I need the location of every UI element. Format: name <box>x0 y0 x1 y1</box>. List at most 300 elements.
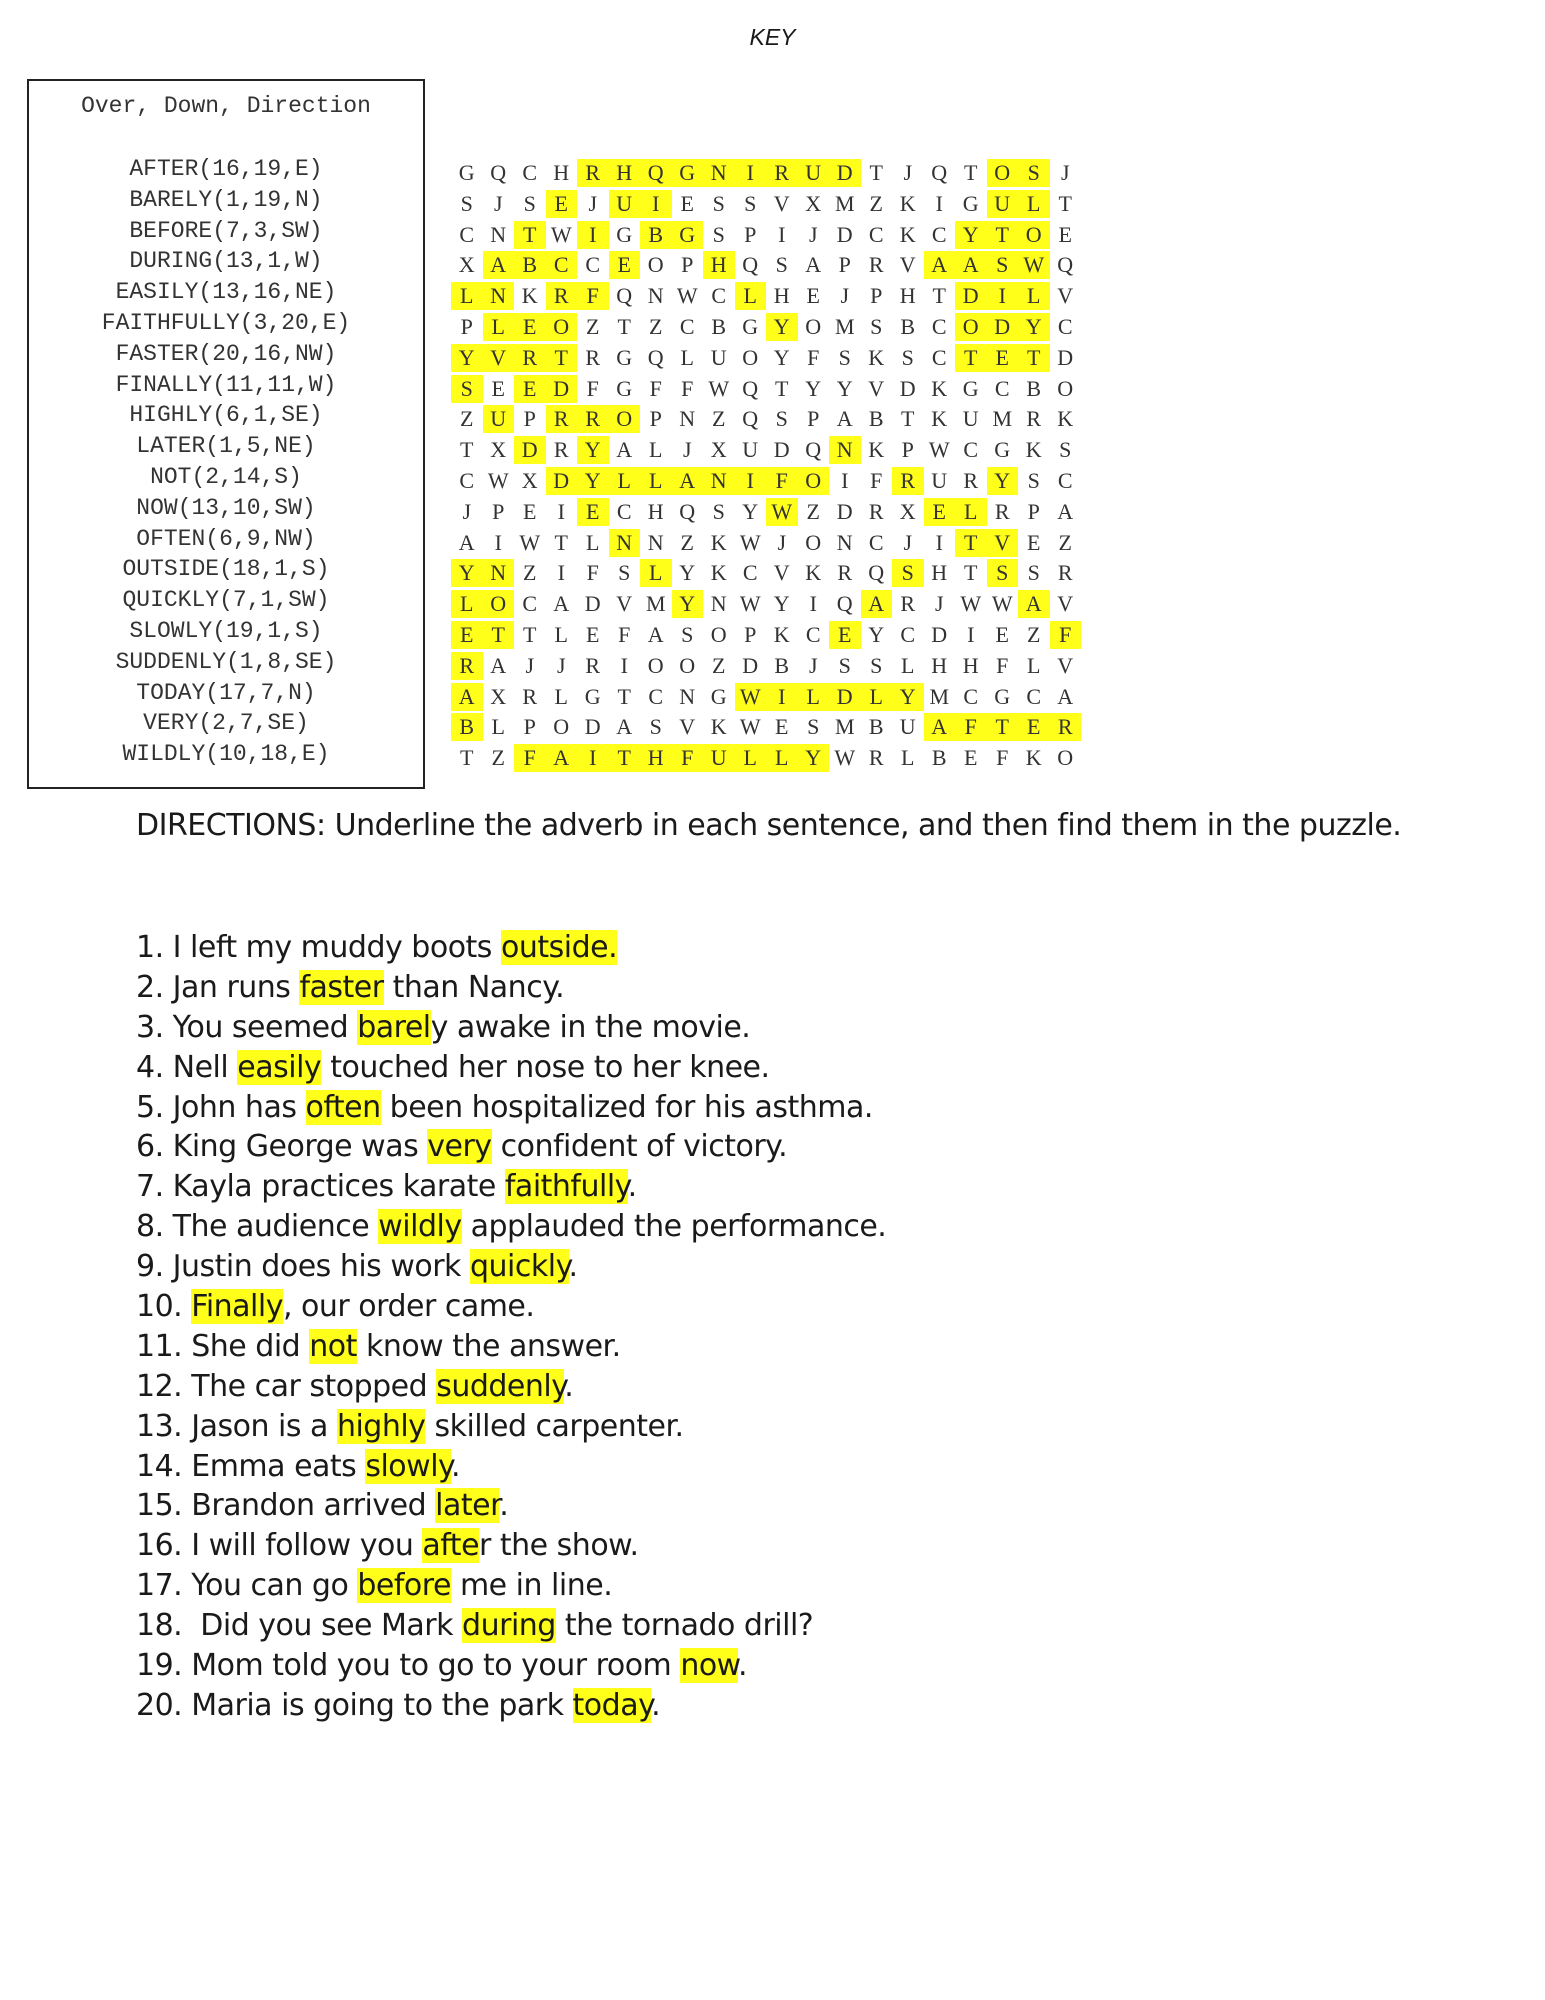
puzzle-letter-highlighted: D <box>987 313 1019 341</box>
puzzle-letter: K <box>710 529 727 555</box>
puzzle-letter-highlighted: I <box>640 190 672 218</box>
highlighted-adverb: before <box>357 1568 451 1604</box>
highlighted-adverb: not <box>309 1328 357 1364</box>
puzzle-letter-highlighted: A <box>955 251 987 279</box>
puzzle-letter: L <box>554 683 568 709</box>
puzzle-letter: S <box>649 714 662 740</box>
puzzle-letter: J <box>682 437 692 463</box>
puzzle-letter: J <box>462 498 472 524</box>
puzzle-letter: A <box>458 529 475 555</box>
puzzle-letter: D <box>931 622 948 647</box>
sentence-text: 16. I will follow you <box>136 1528 423 1564</box>
puzzle-letter: Z <box>680 529 694 555</box>
puzzle-letter: E <box>964 745 978 771</box>
puzzle-letter: A <box>490 652 507 678</box>
puzzle-letter: K <box>710 714 727 740</box>
puzzle-letter-highlighted: E <box>924 498 956 526</box>
puzzle-letter-highlighted: E <box>1018 713 1050 741</box>
puzzle-letter: Q <box>742 252 759 278</box>
puzzle-letter: S <box>712 498 725 524</box>
puzzle-letter: O <box>553 714 570 740</box>
puzzle-letter: W <box>960 591 982 617</box>
puzzle-letter: N <box>710 591 727 617</box>
puzzle-letter: F <box>586 375 599 401</box>
puzzle-letter-highlighted: R <box>577 405 609 433</box>
puzzle-letter: Q <box>616 283 633 309</box>
puzzle-letter: E <box>995 622 1009 647</box>
puzzle-letter: X <box>458 252 475 278</box>
puzzle-letter-highlighted: E <box>514 313 546 341</box>
puzzle-letter: B <box>868 714 884 740</box>
puzzle-letter: T <box>554 529 568 555</box>
puzzle-letter: D <box>836 498 853 524</box>
puzzle-letter: N <box>836 529 853 555</box>
puzzle-letter-highlighted: U <box>609 190 641 218</box>
puzzle-letter: V <box>1057 591 1074 617</box>
highlighted-adverb: quickly <box>469 1249 569 1285</box>
sentence-text: r the show. <box>479 1528 639 1564</box>
sentence-text: 10. <box>136 1289 192 1325</box>
puzzle-letter: P <box>1027 498 1040 524</box>
puzzle-letter: A <box>805 252 822 278</box>
puzzle-letter-highlighted: T <box>483 621 515 649</box>
puzzle-letter-highlighted: R <box>546 405 578 433</box>
puzzle-letter-highlighted: A <box>1018 590 1050 618</box>
puzzle-letter: D <box>899 375 916 401</box>
puzzle-letter: E <box>491 375 505 401</box>
puzzle-letter-highlighted: I <box>735 159 767 187</box>
puzzle-letter-highlighted: Y <box>798 744 830 772</box>
highlighted-adverb: afte <box>422 1528 480 1564</box>
puzzle-letter: R <box>585 652 601 678</box>
puzzle-letter: F <box>649 375 662 401</box>
word-list-entry: LATER(1,5,NE) <box>136 433 316 460</box>
puzzle-letter: T <box>932 283 946 309</box>
sentence <box>136 1407 1436 1447</box>
puzzle-letter: K <box>773 622 790 647</box>
puzzle-letter-highlighted: T <box>955 529 987 557</box>
puzzle-letter: P <box>492 498 505 524</box>
puzzle-letter: Y <box>679 560 696 586</box>
puzzle-letter: I <box>494 529 502 555</box>
puzzle-letter: R <box>1057 560 1073 586</box>
puzzle-letter: C <box>679 314 695 339</box>
sentence-text: 19. Mom told you to go to your room <box>136 1648 681 1684</box>
puzzle-letter: U <box>899 714 916 740</box>
puzzle-letter: M <box>834 714 855 740</box>
puzzle-letter: W <box>928 437 950 463</box>
puzzle-letter: G <box>616 375 633 401</box>
puzzle-letter: I <box>778 221 786 247</box>
sentence <box>136 1526 1436 1566</box>
puzzle-letter: M <box>929 683 950 709</box>
puzzle-letter: C <box>868 529 884 555</box>
puzzle-letter: T <box>1058 190 1072 216</box>
sentence-text: . <box>499 1488 509 1524</box>
puzzle-letter: L <box>586 529 600 555</box>
puzzle-letter: P <box>744 221 757 247</box>
puzzle-letter: C <box>963 683 979 709</box>
puzzle-letter-highlighted: Y <box>766 313 798 341</box>
puzzle-letter: V <box>616 591 633 617</box>
puzzle-letter: U <box>962 406 979 432</box>
puzzle-letter-highlighted: U <box>987 190 1019 218</box>
puzzle-letter: D <box>742 652 759 678</box>
puzzle-letter-highlighted: B <box>514 251 546 279</box>
puzzle-letter: E <box>1027 529 1041 555</box>
puzzle-letter: P <box>681 252 694 278</box>
highlighted-adverb: Finally <box>191 1289 283 1325</box>
puzzle-letter-highlighted: O <box>483 590 515 618</box>
puzzle-letter-highlighted: W <box>735 683 767 711</box>
puzzle-letter: Q <box>742 375 759 401</box>
puzzle-letter-highlighted: R <box>451 652 483 680</box>
puzzle-letter: I <box>809 591 817 617</box>
puzzle-letter-highlighted: H <box>609 159 641 187</box>
puzzle-letter: Q <box>1057 252 1074 278</box>
sentence <box>136 1088 1436 1128</box>
puzzle-letter: Y <box>868 622 885 647</box>
word-list-entry: TODAY(17,7,N) <box>136 679 316 706</box>
puzzle-letter-highlighted: N <box>703 159 735 187</box>
highlighted-adverb: now <box>680 1648 738 1684</box>
word-list-entry: FINALLY(11,11,W) <box>115 371 337 398</box>
puzzle-letter: Z <box>523 560 537 586</box>
puzzle-letter: N <box>679 683 696 709</box>
puzzle-letter-highlighted: Y <box>672 590 704 618</box>
puzzle-letter: O <box>805 529 822 555</box>
puzzle-letter: Q <box>679 498 696 524</box>
sentence <box>136 1008 1436 1048</box>
puzzle-letter: W <box>739 591 761 617</box>
puzzle-letter: K <box>899 190 916 216</box>
puzzle-letter: C <box>1057 314 1073 339</box>
puzzle-letter: T <box>617 683 631 709</box>
puzzle-letter: E <box>680 190 694 216</box>
puzzle-letter: I <box>935 529 943 555</box>
puzzle-letter: Z <box>712 652 726 678</box>
puzzle-letter: E <box>523 498 537 524</box>
puzzle-letter: Q <box>931 160 948 185</box>
puzzle-letter: O <box>647 252 664 278</box>
puzzle-letter-highlighted: E <box>546 190 578 218</box>
sentence-text: 15. Brandon arrived <box>136 1488 436 1524</box>
puzzle-letter-highlighted: E <box>577 498 609 526</box>
puzzle-letter: A <box>836 406 853 432</box>
puzzle-letter: V <box>1057 283 1074 309</box>
puzzle-letter: J <box>808 221 818 247</box>
puzzle-letter: T <box>460 437 474 463</box>
puzzle-letter: S <box>744 190 757 216</box>
puzzle-letter: J <box>525 652 535 678</box>
puzzle-letter-highlighted: F <box>514 744 546 772</box>
puzzle-letter-highlighted: A <box>672 467 704 495</box>
highlighted-adverb: during <box>462 1608 556 1644</box>
puzzle-letter-highlighted: N <box>609 529 641 557</box>
puzzle-letter: C <box>931 221 947 247</box>
puzzle-letter: Y <box>773 591 790 617</box>
puzzle-letter: Y <box>805 375 822 401</box>
puzzle-letter: C <box>994 375 1010 401</box>
sentence-text: . <box>651 1687 661 1723</box>
puzzle-letter: I <box>620 652 628 678</box>
puzzle-letter: P <box>807 406 820 432</box>
puzzle-letter-highlighted: S <box>451 375 483 403</box>
puzzle-letter-highlighted: F <box>955 713 987 741</box>
puzzle-letter-highlighted: L <box>640 467 672 495</box>
sentence-text: . <box>564 1368 574 1404</box>
sentence <box>136 1167 1436 1207</box>
puzzle-letter: V <box>679 714 696 740</box>
puzzle-letter-highlighted: Y <box>451 344 483 372</box>
puzzle-letter-highlighted: U <box>798 159 830 187</box>
puzzle-letter: O <box>1057 375 1074 401</box>
puzzle-letter-highlighted: N <box>483 282 515 310</box>
puzzle-letter-highlighted: V <box>987 529 1019 557</box>
puzzle-letter-highlighted: L <box>735 744 767 772</box>
puzzle-letter: K <box>1057 406 1074 432</box>
highlighted-adverb: outside. <box>500 930 618 965</box>
puzzle-letter: K <box>805 560 822 586</box>
puzzle-letter: C <box>459 468 475 493</box>
puzzle-letter: Z <box>1027 622 1041 647</box>
puzzle-letter-highlighted: O <box>609 405 641 433</box>
sentence <box>136 1686 1436 1726</box>
puzzle-letter: H <box>647 498 664 524</box>
highlighted-adverb: faithfully <box>504 1169 628 1205</box>
puzzle-letter: S <box>460 190 473 216</box>
puzzle-letter: F <box>681 375 694 401</box>
puzzle-letter: S <box>523 190 536 216</box>
puzzle-letter-highlighted: C <box>546 251 578 279</box>
puzzle-letter-highlighted: S <box>892 559 924 587</box>
puzzle-letter: C <box>805 622 821 647</box>
puzzle-letter-highlighted: L <box>483 313 515 341</box>
puzzle-letter: X <box>521 468 538 493</box>
puzzle-letter: C <box>711 283 727 309</box>
sentence-text: . <box>451 1448 461 1484</box>
puzzle-letter: B <box>774 652 790 678</box>
puzzle-letter: F <box>870 468 883 493</box>
puzzle-letter: O <box>710 622 727 647</box>
highlighted-adverb: slowly <box>365 1448 452 1484</box>
puzzle-letter-highlighted: O <box>798 467 830 495</box>
puzzle-letter: G <box>994 683 1011 709</box>
puzzle-letter: V <box>899 252 916 278</box>
puzzle-letter: T <box>775 375 789 401</box>
key-label: KEY <box>749 24 796 50</box>
puzzle-letter: X <box>490 683 507 709</box>
puzzle-letter-highlighted: R <box>892 467 924 495</box>
puzzle-letter: P <box>870 283 883 309</box>
puzzle-letter: V <box>773 190 790 216</box>
puzzle-letter: O <box>647 652 664 678</box>
puzzle-letter-highlighted: A <box>451 683 483 711</box>
sentence-text: 20. Maria is going to the park <box>136 1687 573 1723</box>
sentence <box>136 1646 1436 1686</box>
puzzle-letter: N <box>679 406 696 432</box>
puzzle-letter: M <box>992 406 1013 432</box>
puzzle-letter-highlighted: G <box>672 221 704 249</box>
word-list-entry: BARELY(1,19,N) <box>129 186 323 213</box>
puzzle-letter-highlighted: O <box>1018 221 1050 249</box>
puzzle-letter: R <box>900 591 916 617</box>
sentence-text: the tornado drill? <box>555 1608 814 1644</box>
word-list-entry: EASILY(13,16,NE) <box>115 279 337 306</box>
puzzle-letter: S <box>1027 560 1040 586</box>
puzzle-letter: A <box>1057 683 1074 709</box>
sentence <box>136 1447 1436 1487</box>
puzzle-letter: L <box>901 652 915 678</box>
puzzle-letter: Y <box>742 498 759 524</box>
puzzle-letter: V <box>868 375 885 401</box>
highlighted-adverb: highly <box>336 1408 426 1444</box>
puzzle-letter-highlighted: L <box>609 467 641 495</box>
puzzle-letter: S <box>838 344 851 370</box>
puzzle-letter: M <box>645 591 666 617</box>
sentence-text: 1. I left my muddy boots <box>136 930 501 965</box>
highlighted-adverb: suddenly <box>436 1368 565 1404</box>
puzzle-letter-highlighted: L <box>451 590 483 618</box>
puzzle-letter: K <box>710 560 727 586</box>
word-list-title: Over, Down, Direction <box>81 93 371 119</box>
puzzle-letter: T <box>460 745 474 771</box>
puzzle-letter: J <box>903 160 913 185</box>
puzzle-letter-highlighted: G <box>672 159 704 187</box>
puzzle-letter: C <box>931 344 947 370</box>
puzzle-letter: A <box>1057 498 1074 524</box>
puzzle-letter: Q <box>742 406 759 432</box>
puzzle-letter: E <box>586 622 600 647</box>
puzzle-letter-highlighted: V <box>483 344 515 372</box>
highlighted-adverb: later <box>435 1488 500 1524</box>
puzzle-letter: R <box>868 745 884 771</box>
sentence <box>136 1207 1436 1247</box>
puzzle-letter: X <box>710 437 727 463</box>
puzzle-letter-highlighted: S <box>987 251 1019 279</box>
puzzle-letter: N <box>647 529 664 555</box>
puzzle-letter: F <box>807 344 820 370</box>
sentence-text: 18. Did you see Mark <box>136 1608 463 1644</box>
puzzle-letter: P <box>838 252 851 278</box>
puzzle-letter: Z <box>806 498 820 524</box>
puzzle-letter: F <box>618 622 631 647</box>
puzzle-letter-highlighted: D <box>514 436 546 464</box>
puzzle-letter: V <box>773 560 790 586</box>
puzzle-letter-highlighted: Y <box>577 467 609 495</box>
sentence-text: applauded the performance. <box>461 1209 887 1245</box>
puzzle-letter-highlighted: F <box>766 467 798 495</box>
puzzle-letter: O <box>679 652 696 678</box>
puzzle-letter: L <box>680 344 694 370</box>
puzzle-letter: I <box>967 622 975 647</box>
puzzle-letter: R <box>522 683 538 709</box>
puzzle-letter-highlighted: I <box>735 467 767 495</box>
puzzle-letter: H <box>899 283 916 309</box>
puzzle-letter-highlighted: L <box>766 744 798 772</box>
puzzle-letter: W <box>739 714 761 740</box>
puzzle-letter: Y <box>836 375 853 401</box>
puzzle-letter: P <box>460 314 473 339</box>
puzzle-letter: Y <box>773 344 790 370</box>
sentence-text: than Nancy. <box>383 969 565 1005</box>
puzzle-letter: A <box>647 622 664 647</box>
puzzle-letter: C <box>585 252 601 278</box>
puzzle-letter: G <box>584 683 601 709</box>
puzzle-letter-highlighted: Y <box>451 559 483 587</box>
puzzle-letter-highlighted: R <box>514 344 546 372</box>
puzzle-letter: S <box>618 560 631 586</box>
puzzle-letter: A <box>553 591 570 617</box>
word-list-entry: OFTEN(6,9,NW) <box>136 525 316 552</box>
puzzle-letter-highlighted: F <box>1050 621 1082 649</box>
sentence <box>136 1367 1436 1407</box>
puzzle-letter: W <box>487 468 509 493</box>
puzzle-letter-highlighted: Y <box>892 683 924 711</box>
puzzle-letter: L <box>554 622 568 647</box>
puzzle-letter: K <box>521 283 538 309</box>
puzzle-letter: R <box>837 560 853 586</box>
puzzle-letter: S <box>775 406 788 432</box>
puzzle-letter: R <box>963 468 979 493</box>
puzzle-letter: O <box>742 344 759 370</box>
word-list-entry: SLOWLY(19,1,S) <box>129 617 323 644</box>
puzzle-letter-highlighted: A <box>546 744 578 772</box>
puzzle-letter: L <box>491 714 505 740</box>
puzzle-letter: C <box>931 314 947 339</box>
puzzle-letter: S <box>775 252 788 278</box>
puzzle-letter: I <box>557 498 565 524</box>
word-list-entry: NOT(2,14,S) <box>150 463 302 490</box>
puzzle-letter-highlighted: Y <box>577 436 609 464</box>
puzzle-letter-highlighted: N <box>483 559 515 587</box>
puzzle-letter-highlighted: A <box>924 251 956 279</box>
puzzle-letter: J <box>556 652 566 678</box>
puzzle-letter: N <box>647 283 664 309</box>
puzzle-letter: S <box>1059 437 1072 463</box>
sentence-text: 6. King George was <box>136 1129 428 1165</box>
sentence-text: 11. She did <box>136 1328 310 1364</box>
puzzle-letter: K <box>868 437 885 463</box>
puzzle-letter: R <box>1026 406 1042 432</box>
puzzle-letter: C <box>900 622 916 647</box>
sentence-text: know the answer. <box>356 1328 621 1364</box>
puzzle-letter: S <box>807 714 820 740</box>
puzzle-letter-highlighted: R <box>546 282 578 310</box>
sentence <box>136 1247 1436 1287</box>
word-list-entry: VERY(2,7,SE) <box>143 710 309 737</box>
sentence-text: confident of victory. <box>491 1129 788 1165</box>
puzzle-letter: S <box>870 314 883 339</box>
puzzle-letter-highlighted: S <box>987 559 1019 587</box>
highlighted-adverb: barel <box>357 1009 431 1045</box>
puzzle-letter: T <box>869 160 883 185</box>
puzzle-letter: C <box>648 683 664 709</box>
puzzle-letter-highlighted: I <box>987 282 1019 310</box>
sentence <box>136 1606 1436 1646</box>
puzzle-letter: D <box>773 437 790 463</box>
word-list-entry: FASTER(20,16,NW) <box>115 340 337 367</box>
word-list-entry: NOW(13,10,SW) <box>136 494 316 521</box>
puzzle-letter: T <box>617 314 631 339</box>
puzzle-letter: J <box>808 652 818 678</box>
puzzle-letter: R <box>553 437 569 463</box>
word-list-box <box>27 79 425 789</box>
puzzle-letter-highlighted: U <box>483 405 515 433</box>
puzzle-letter: U <box>742 437 759 463</box>
word-list-entry: AFTER(16,19,E) <box>129 156 323 182</box>
sentence <box>136 1566 1436 1606</box>
